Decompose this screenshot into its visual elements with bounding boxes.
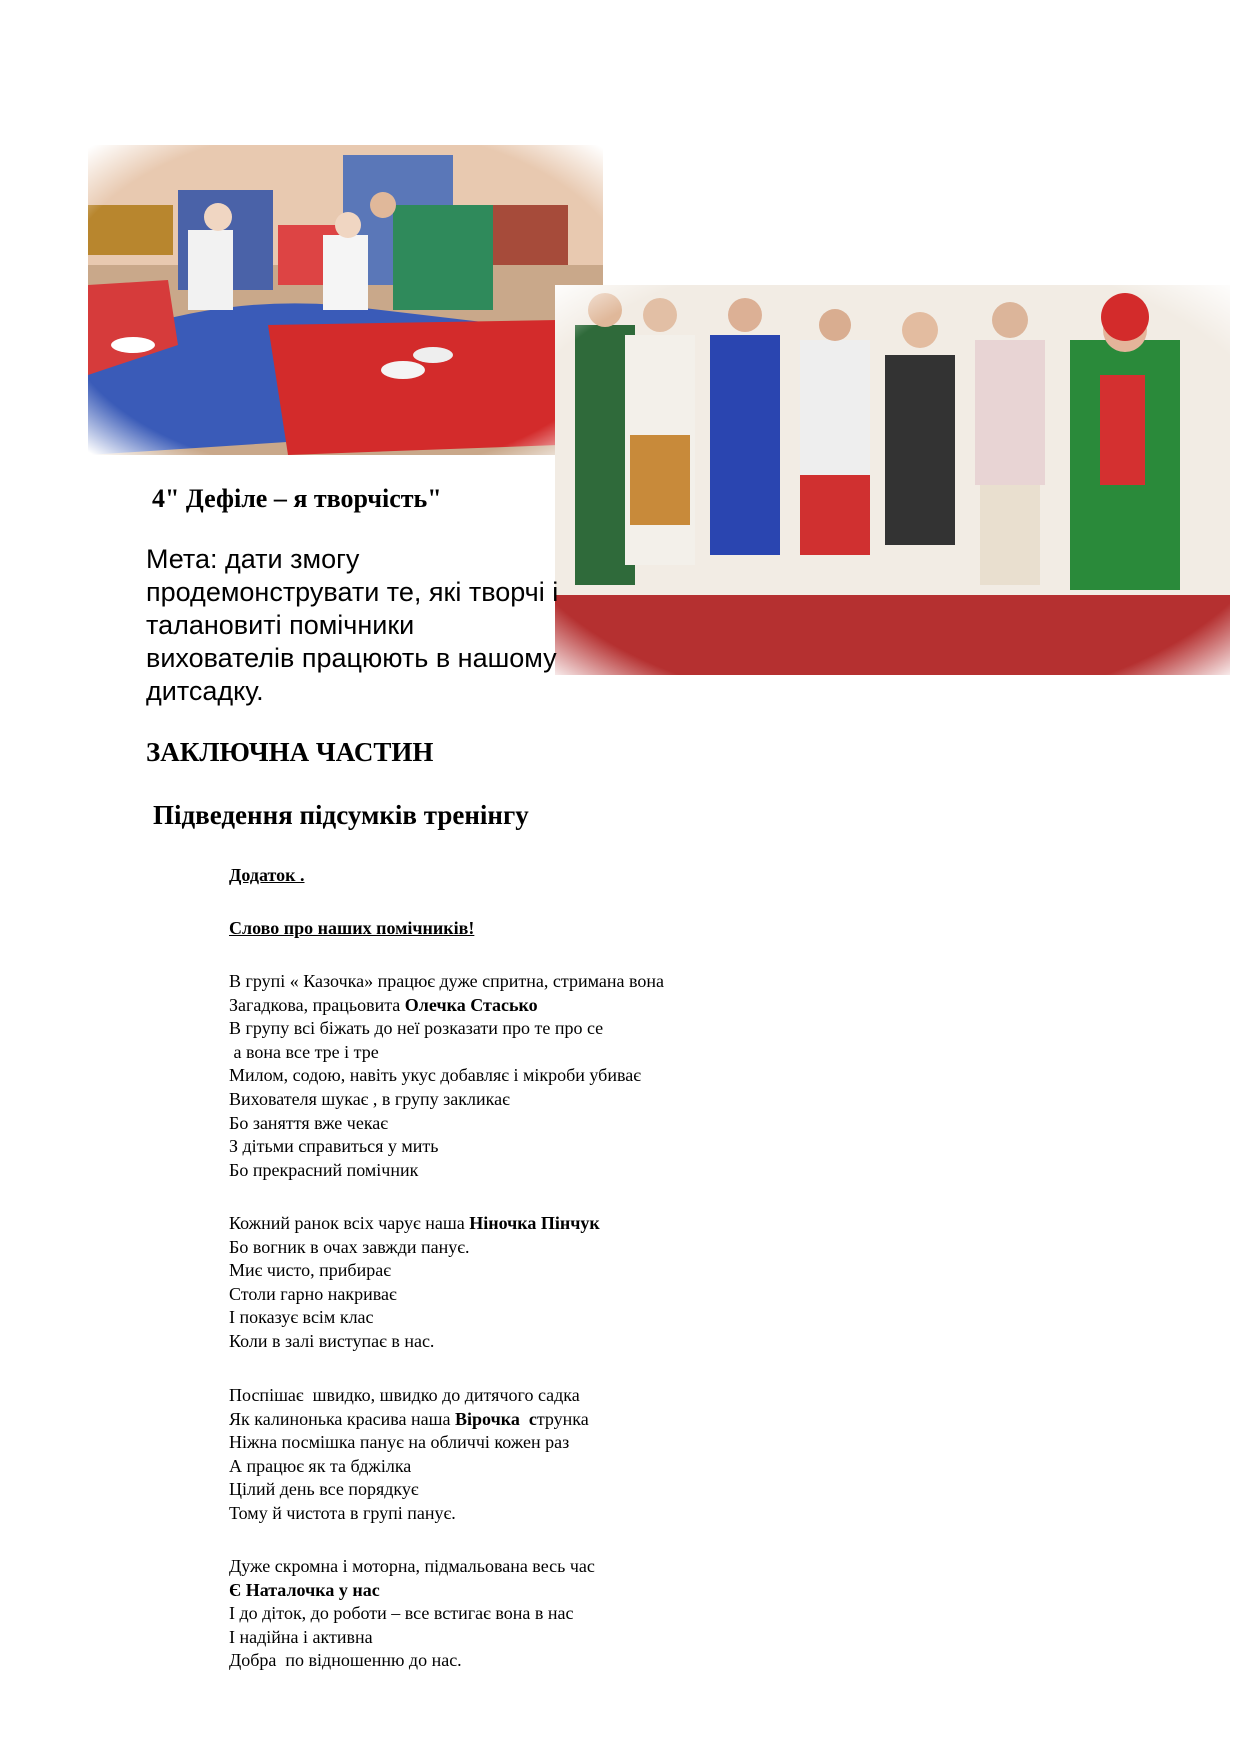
defile-heading: 4" Дефіле – я творчість": [152, 484, 442, 513]
stanza-natalochka: [229, 1555, 929, 1673]
costume-group-photo: [555, 285, 1230, 675]
helper-name: Є Наталочка у нас: [229, 1579, 380, 1600]
stanza-line: а вона все тре і тре: [229, 1041, 379, 1062]
stanza-line: В групі « Казочка» працює дуже спритна, стримана вона: [229, 971, 664, 991]
stanza-line: Поспішає швидко, швидко до дитячого садка: [229, 1385, 580, 1405]
stanza-line: Бо прекрасний помічник: [229, 1159, 419, 1180]
stanza-line: Столи гарно накриває: [229, 1283, 397, 1304]
stanza-olechka: [229, 970, 929, 1182]
summary-heading: Підведення підсумків тренінгу: [153, 800, 529, 830]
stanza-line: Миє чисто, прибирає: [229, 1260, 391, 1281]
stanza-line: Ніжна посмішка панує на обличчі кожен раз: [229, 1432, 570, 1453]
stanza-line: [229, 1579, 929, 1603]
stanza-line: З дітьми справиться у мить: [229, 1136, 439, 1157]
stanza-line: Добра по відношенню до нас.: [229, 1650, 462, 1671]
stanza-line: Загадкова, працьовита Олечка Стасько: [229, 994, 538, 1015]
stanza-ninochka: [229, 1212, 929, 1354]
stanza-line: І показує всім клас: [229, 1307, 374, 1328]
stanza-line: Вихователя шукає , в групу закликає: [229, 1088, 510, 1109]
stanza-line: Як калинонька красива наша Вірочка струнка: [229, 1408, 589, 1429]
stanza-line: Бо заняття вже чекає: [229, 1112, 389, 1133]
goal-paragraph: Мета: дати змогу продемонструвати те, які творчі і талановиті помічники вихователів працюють в нашому дитсадку.: [146, 544, 559, 706]
appendix-label: Додаток .: [229, 865, 305, 885]
stanza-line: Дуже скромна і моторна, підмальована весь час: [229, 1556, 595, 1576]
final-part-heading: ЗАКЛЮЧНА ЧАСТИН: [146, 737, 434, 767]
helper-name: Ніночка Пінчук: [469, 1213, 600, 1233]
helper-name: Олечка Стасько: [404, 994, 538, 1015]
helper-name: Вірочка с: [455, 1408, 537, 1429]
kindergarten-kitchen-photo: [88, 145, 603, 455]
stanza-line: Тому й чистота в групі панує.: [229, 1502, 456, 1523]
stanza-line: Бо вогник в очах завжди панує.: [229, 1236, 470, 1257]
stanza-virochka: [229, 1384, 929, 1526]
stanza-line: І до діток, до роботи – все встигає вона в нас: [229, 1603, 574, 1624]
stanza-line: А працює як та бджілка: [229, 1455, 412, 1476]
stanza-line: Милом, содою, навіть укус добавляє і мікроби убиває: [229, 1065, 641, 1086]
helpers-title: Слово про наших помічників!: [229, 918, 475, 938]
stanza-line: Цілий день все порядкує: [229, 1479, 419, 1500]
stanza-line: В групу всі біжать до неї розказати про те про се: [229, 1018, 604, 1039]
stanza-line: І надійна і активна: [229, 1626, 373, 1647]
stanza-line: Кожний ранок всіх чарує наша Ніночка Пінчук: [229, 1213, 600, 1233]
stanza-line: Коли в залі виступає в нас.: [229, 1330, 435, 1351]
